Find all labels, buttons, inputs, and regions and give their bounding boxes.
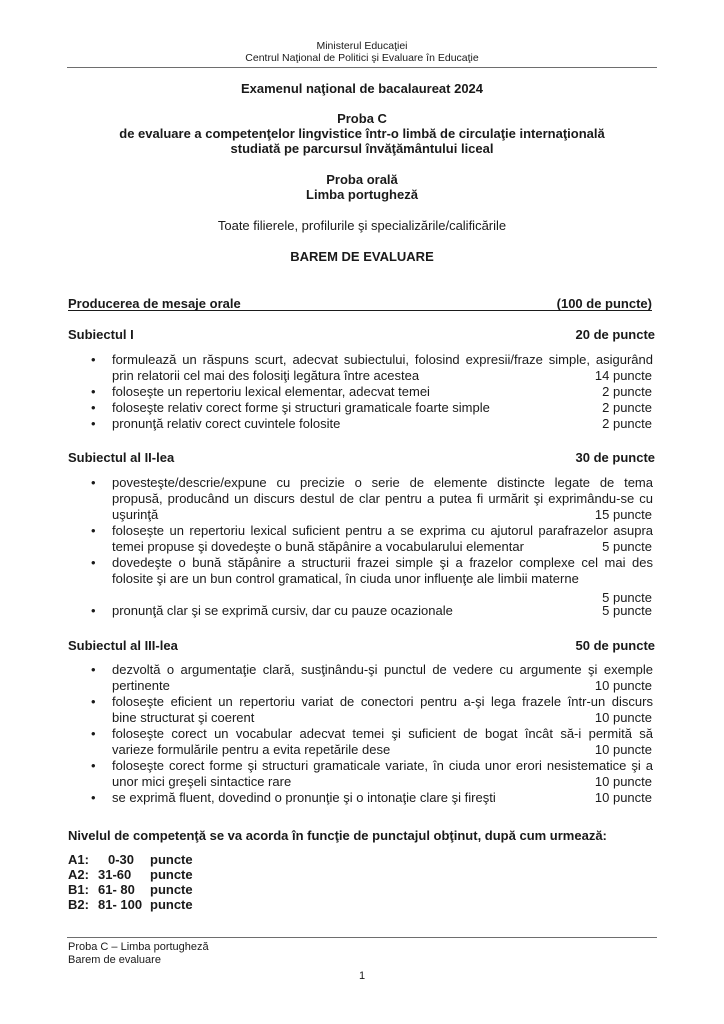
item-text: pertinente (112, 678, 170, 693)
bullet-icon: • (91, 400, 96, 415)
item-points: 2 puncte (602, 416, 652, 431)
level-range: 61- 80 (98, 882, 135, 897)
item-text: propusă, producând un discurs destul de clar pentru a putea fi urmărit şi exprimându-se cu (112, 491, 653, 506)
item-text: dezvoltă o argumentaţie clară, susţinându-şi punctul de vedere cu argumente şi exemple (112, 662, 653, 677)
section-points: (100 de puncte) (556, 296, 652, 311)
subject-2-heading (68, 450, 655, 465)
subject-1-heading (68, 327, 655, 342)
header-ministry: Ministerul Educaţiei (316, 40, 408, 52)
bullet-icon: • (91, 416, 96, 431)
proba-language: Limba portugheză (306, 187, 418, 202)
item-text: folosite şi are un bun control gramatical, în ciuda unor influenţe ale limbii materne (112, 571, 579, 586)
exam-title: Examenul naţional de bacalaureat 2024 (240, 81, 484, 96)
bullet-icon: • (91, 352, 96, 367)
bullet-icon: • (91, 603, 96, 618)
level-unit: puncte (150, 882, 193, 897)
item-points: 15 puncte (594, 507, 652, 522)
bullet-icon: • (91, 726, 96, 741)
bullet-icon: • (91, 384, 96, 399)
document-title: BAREM DE EVALUARE (290, 249, 434, 264)
bullet-icon: • (91, 694, 96, 709)
item-points: 10 puncte (594, 790, 652, 805)
subject-2-points: 30 de puncte (575, 450, 655, 465)
section-header (68, 296, 652, 311)
level-unit: puncte (150, 867, 193, 882)
item-text: uşurinţă (112, 507, 159, 522)
page-number: 1 (358, 970, 366, 982)
bullet-icon: • (91, 662, 96, 677)
subject-1-title: Subiectul I (68, 327, 134, 342)
subject-3-title: Subiectul al III-lea (68, 638, 178, 653)
item-text: foloseşte corect forme şi structuri gramaticale variate, în ciuda unor erori nesistematice şi a (112, 758, 653, 773)
item-points: 5 puncte (602, 603, 652, 618)
item-text: foloseşte relativ corect forme şi structuri gramaticale foarte simple (112, 400, 490, 415)
item-text: dovedeşte o bună stăpânire a structurii frazei simple şi a frazelor complexe cel mai des (112, 555, 653, 570)
item-text: foloseşte eficient un repertoriu variat de conectori pentru a-şi lega frazele într-un discurs (112, 694, 653, 709)
item-text: formulează un răspuns scurt, adecvat subiectului, folosind expresii/fraze simple, asigurând (112, 352, 653, 367)
level-code: B2: (68, 897, 89, 912)
level-code: B1: (68, 882, 89, 897)
item-text: pronunţă relativ corect cuvintele folosite (112, 416, 341, 431)
subject-1-points: 20 de puncte (575, 327, 655, 342)
bullet-icon: • (91, 523, 96, 538)
bullet-icon: • (91, 758, 96, 773)
level-unit: puncte (150, 852, 193, 867)
item-text: foloseşte un repertoriu lexical suficient pentru a se exprima cu ajutorul parafrazelor asupra (112, 523, 653, 538)
item-points: 10 puncte (594, 710, 652, 725)
footer-line-2: Barem de evaluare (68, 954, 161, 966)
bullet-icon: • (91, 475, 96, 490)
item-points: 5 puncte (602, 590, 652, 605)
header-center: Centrul Naţional de Politici şi Evaluare în Educaţie (245, 52, 479, 64)
level-range: 0-30 (108, 852, 135, 867)
subject-3-points: 50 de puncte (575, 638, 655, 653)
proba-description-line1: de evaluare a competenţelor lingvistice într-o limbă de circulaţie internaţională (119, 126, 605, 141)
item-points: 10 puncte (594, 742, 652, 757)
proba-description-line2: studiată pe parcursul învăţământului liceal (230, 141, 494, 156)
item-points: 14 puncte (594, 368, 652, 383)
item-text: povesteşte/descrie/expune cu precizie o serie de elemente distincte legate de tema (112, 475, 653, 490)
bullet-icon: • (91, 555, 96, 570)
item-points: 5 puncte (602, 539, 652, 554)
competency-intro: Nivelul de competenţă se va acorda în funcţie de punctajul obţinut, după cum urmează: (68, 828, 607, 843)
header-divider (67, 67, 657, 68)
level-range: 31-60 (98, 867, 132, 882)
level-range: 81- 100 (98, 897, 143, 912)
level-unit: puncte (150, 897, 193, 912)
item-text: varieze formulările pentru a evita repetările dese (112, 742, 391, 757)
item-text: prin relatorii cel mai des folosiţi legătura între acestea (112, 368, 420, 383)
subject-3-heading (68, 638, 655, 653)
item-points: 10 puncte (594, 774, 652, 789)
level-code: A1: (68, 852, 89, 867)
section-title: Producerea de mesaje orale (68, 296, 241, 311)
item-text: unor mici greşeli sintactice rare (112, 774, 292, 789)
item-text: foloseşte corect un vocabular adecvat temei şi suficient de bogat încât să-i permită să (112, 726, 653, 741)
level-code: A2: (68, 867, 89, 882)
bullet-icon: • (91, 790, 96, 805)
item-points: 2 puncte (602, 384, 652, 399)
item-text: temei propuse şi dovedeşte o bună stăpânire a vocabularului elementar (112, 539, 524, 554)
footer-divider (67, 937, 657, 938)
item-points: 2 puncte (602, 400, 652, 415)
subject-2-title: Subiectul al II-lea (68, 450, 175, 465)
proba-type: Proba orală (326, 172, 398, 187)
proba-title: Proba C (337, 111, 387, 126)
item-points: 10 puncte (594, 678, 652, 693)
item-text: foloseşte un repertoriu lexical elementar, adecvat temei (112, 384, 430, 399)
item-text: bine structurat şi coerent (112, 710, 255, 725)
item-text: pronunţă clar şi se exprimă cursiv, dar cu pauze ocazionale (112, 603, 453, 618)
audience-line: Toate filierele, profilurile şi specializările/calificările (217, 218, 507, 233)
footer-line-1: Proba C – Limba portugheză (68, 941, 209, 953)
item-text: se exprimă fluent, dovedind o pronunţie şi o intonaţie clare şi fireşti (112, 790, 496, 805)
